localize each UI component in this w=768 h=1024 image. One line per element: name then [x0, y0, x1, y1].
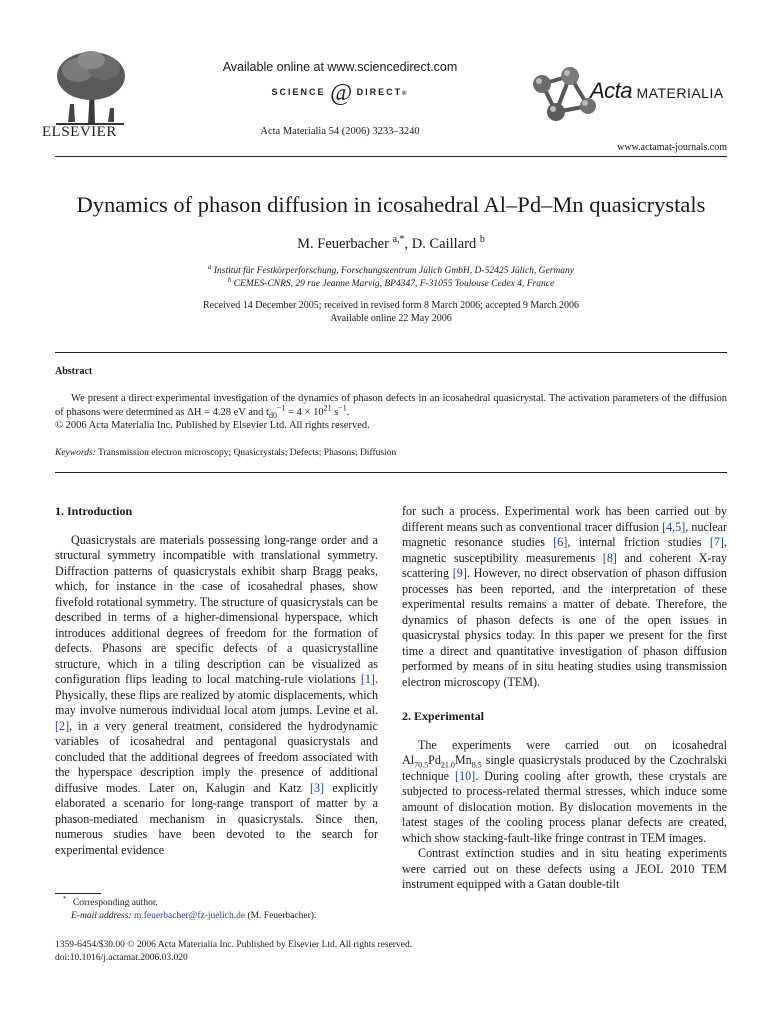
affiliation-a-text: Institut für Festkörperforschung, Forschungszentrum Jülich GmbH, D-52425 Jülich, Germany [213, 266, 575, 276]
affiliation-a-mark: a [207, 262, 212, 271]
intro-paragraph-2: for such a process. Experimental work has been carried out by different means such as conventional tracer diffusion [4,5], nuclear magnetic resonance studies [6], internal friction studies [7], magnetic susceptibility measurements [8] and coherent X-ray scattering [9]. However, no direct observation of phason diffusion processes has been reported, and the interpretation of these experimental results remains a matter of debate. Therefore, the dynamics of phason defects is one of the open issues in quasicrystal physics today. In this paper we present for the first time a direct and quantitative investigation of phason diffusion performed by means of in situ heating studies using transmission electron microscopy (TEM). [402, 504, 727, 689]
publisher-name: ELSEVIER [42, 124, 117, 140]
received-dates: Received 14 December 2005; received in revised form 8 March 2006; accepted 9 March 2006 [203, 300, 579, 311]
journal-url[interactable]: www.actamat-journals.com [617, 142, 727, 153]
footnote-email-label: E-mail address: [71, 911, 132, 921]
footnote-email-name: (M. Feuerbacher). [247, 911, 317, 921]
experimental-heading: 2. Experimental [402, 709, 484, 723]
ref-10-link[interactable]: [10] [455, 768, 476, 783]
ref-9-link[interactable]: [9] [452, 566, 467, 580]
footnote-mark: * [63, 894, 67, 903]
ref-8-link[interactable]: [8] [602, 550, 617, 565]
footnote [55, 894, 395, 923]
affiliation-b [40, 275, 742, 289]
ref-2-link[interactable]: [2] [55, 718, 70, 733]
footnote-rule [55, 893, 101, 894]
footnote-corresponding: Corresponding author. [72, 898, 158, 908]
footer-issn: 1359-6454/$30.00 © 2006 Acta Materialia Inc. Published by Elsevier Ltd. All rights reserved. [55, 940, 413, 950]
left-column [55, 504, 378, 858]
elsevier-tree-icon [48, 48, 132, 126]
abstract-body: We present a direct experimental investigation of the dynamics of phason defects in an icosahedral quasicrystal. The activation parameters of the diffusion of phasons were determined as ΔH = 4.28 eV and $t_{d0}^{-1} = 4 \times 10^{21}$ $s^{-1}$. [55, 393, 727, 420]
ref-6-link[interactable]: [6] [553, 535, 568, 549]
authors [40, 236, 742, 253]
acta-materialia-logo [528, 66, 728, 130]
elsevier-logo [42, 48, 132, 144]
keywords-label: Keywords: [55, 448, 96, 458]
molecule-icon [528, 66, 598, 128]
author-1-mark: a,* [392, 234, 405, 246]
header-rule [55, 156, 727, 157]
title-rule [55, 352, 727, 353]
affiliation-b-text: CEMES-CNRS, 29 rue Jeanne Marvig, BP4347, F-31055 Toulouse Cedex 4, France [233, 279, 555, 289]
abstract-copyright: © 2006 Acta Materialia Inc. Published by Elsevier Ltd. All rights reserved. [55, 420, 370, 431]
experimental-paragraph-1: The experiments were carried out on icosahedral $Al_{70.5}Pd_{21.0}Mn_{8.5}$ single quasicrystals produced by the Czochralski technique [10]. During cooling after growth, these crystals are subjected to process-related thermal stresses, which induce some amount of dislocation motion. By dislocation movements in the latest stages of the cooling process planar defects are created, which show stacking-fault-like fringe contrast in TEM images. [402, 737, 727, 845]
direct-at-icon: @ [330, 80, 353, 106]
direct-word: DIRECT [356, 87, 403, 97]
keywords-text: Transmission electron microscopy; Quasicrystals; Defects; Phasons; Diffusion [98, 448, 397, 458]
ref-7-link[interactable]: [7] [709, 535, 724, 549]
abstract-heading: Abstract [55, 366, 93, 377]
footer-doi: doi:10.1016/j.actamat.2006.03.020 [55, 953, 188, 963]
abstract-rule [55, 472, 727, 473]
right-column [402, 504, 727, 893]
author-separator: , [404, 236, 412, 252]
sciencedirect-logo: SCIENCE @ DIRECT® [271, 80, 409, 106]
experimental-paragraph-2: Contrast extinction studies and in situ heating experiments were carried out on these defects using a JEOL 2010 TEM instrument equipped with a Gatan double-tilt [402, 846, 727, 891]
citation: Acta Materialia 54 (2006) 3233–3240 [260, 126, 420, 137]
ref-1-link[interactable]: [1] [360, 672, 375, 686]
journal-acta: Acta [590, 78, 633, 103]
author-2-mark: b [479, 234, 485, 246]
ref-4-5-link[interactable]: [4,5] [662, 519, 686, 534]
author-1: M. Feuerbacher [297, 236, 389, 252]
available-date: Available online 22 May 2006 [330, 313, 452, 324]
article-title: Dynamics of phason diffusion in icosahedral Al–Pd–Mn quasicrystals [76, 192, 706, 217]
journal-materialia: MATERIALIA [636, 85, 724, 101]
ref-3-link[interactable]: [3] [309, 780, 325, 795]
keywords [55, 448, 396, 458]
intro-heading: 1. Introduction [55, 504, 133, 518]
science-word: SCIENCE [271, 87, 326, 97]
affiliation-a [40, 262, 742, 276]
available-online: Available online at www.sciencedirect.com [222, 60, 458, 74]
affiliation-b-mark: b [227, 275, 232, 284]
footnote-email-link[interactable]: m.feuerbacher@fz-juelich.de [133, 911, 246, 921]
author-2: D. Caillard [411, 236, 477, 252]
intro-paragraph-1: Quasicrystals are materials possessing long-range order and a structural symmetry incompatible with translational symmetry. Diffraction patterns of quasicrystals exhibit sharp Bragg peaks, which, for instance in the case of icosahedral phases, show fivefold rotational symmetry. The structure of quasicrystals can be described in terms of a higher-dimensional hyperspace, which introduces additional degrees of freedom for the formation of defects. Phasons are specific defects of a quasicrystalline structure, which in a tiling description can be visualized as configuration flips leading to local matching-rule violations [1]. Physically, these flips are realized by atomic displacements, which may involve numerous individual local atom jumps. Levine et al. [2], in a very general treatment, considered the hydrodynamic variables of icosahedral and pentagonal quasicrystals and concluded that the additional degrees of freedom associated with the hyperspace description imply the presence of additional diffusive modes. Later on, Kalugin and Katz [3] explicitly elaborated a scenario for long-range transport of matter by a phason-mediated mechanism in quasicrystals. Since then, numerous studies have been devoted to the search for experimental evidence [55, 532, 378, 857]
